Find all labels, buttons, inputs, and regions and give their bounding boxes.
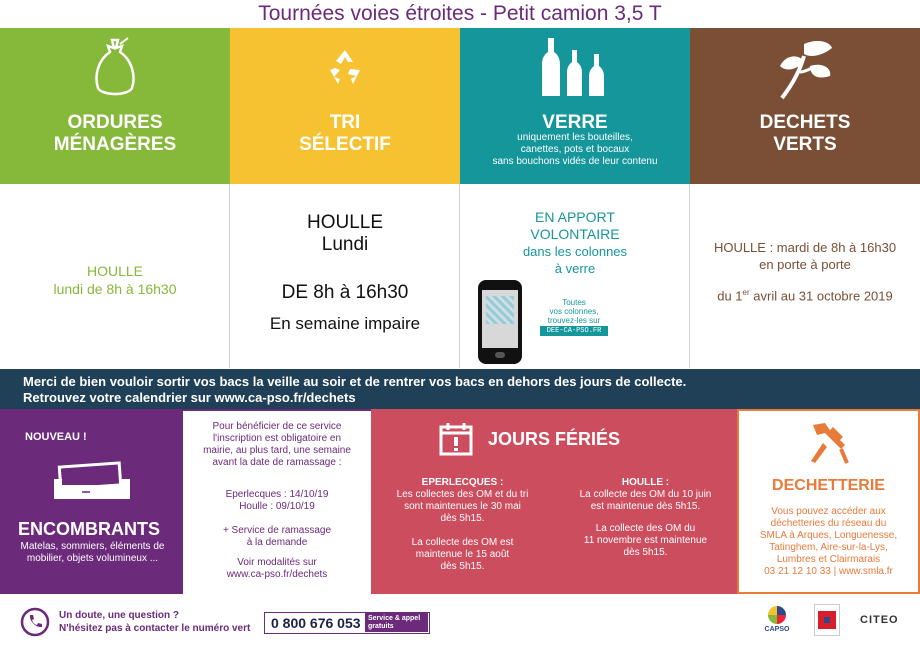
- dv-period-a: du 1: [717, 288, 743, 304]
- bottles-icon: [540, 36, 610, 98]
- tri-city: HOULLE: [306, 212, 384, 233]
- question-line2: N'hésitez pas à contacter le numéro vert: [59, 623, 251, 634]
- houlle-head: HOULLE :: [621, 477, 670, 488]
- om-city: HOULLE: [86, 263, 144, 279]
- header-title-line2: MÉNAGÈRES: [53, 134, 177, 155]
- verre-line3: dans les colonnes: [522, 244, 628, 259]
- sofa-icon: [52, 459, 132, 505]
- header-title-line1: ORDURES: [67, 112, 163, 133]
- info-3: mairie, au plus tard, une semaine: [203, 445, 351, 456]
- phone-screen: [482, 290, 518, 348]
- encombrants-info: [183, 409, 371, 594]
- smla-logo: [814, 604, 840, 636]
- banner-line1: Merci de bien vouloir sortir vos bacs la veille au soir et de rentrer vos bacs en dehors des jours de collecte.: [23, 374, 687, 389]
- verre-line1: EN APPORT: [535, 209, 615, 225]
- encombrants-sub1: Matelas, sommiers, éléments de: [20, 541, 165, 552]
- phone-text-1: Toutes: [562, 298, 586, 307]
- link-1: Voir modalités sur: [237, 557, 317, 568]
- phone-call-icon: [20, 607, 50, 637]
- eperlecques-2b: maintenue le 15 août: [415, 549, 510, 560]
- eperlecques-1c: dès 5h15.: [440, 513, 485, 524]
- encombrants-title: ENCOMBRANTS: [18, 519, 160, 539]
- info-4: avant la date de ramassage :: [212, 457, 342, 468]
- header-verre: [460, 28, 690, 184]
- houlle-2b: 11 novembre est maintenue: [583, 535, 708, 546]
- tri-week: En semaine impaire: [269, 314, 421, 333]
- free-call-tag: [365, 613, 428, 632]
- om-time: lundi de 8h à 16h30: [53, 281, 177, 297]
- dech-text-2: déchetteries du réseau du: [770, 518, 887, 529]
- bag-icon: [92, 36, 138, 98]
- dv-schedule: [690, 184, 920, 368]
- tools-icon: [805, 419, 853, 467]
- dv-period: [690, 288, 920, 303]
- header-title-line1: TRI: [329, 112, 361, 133]
- capso-logo-mark: [768, 606, 786, 624]
- tri-time: DE 8h à 16h30: [281, 282, 409, 303]
- header-ordures-menageres: [0, 28, 230, 184]
- citeo-logo: CITEO: [860, 614, 899, 626]
- capso-logo: [764, 604, 790, 634]
- banner-line2: Retrouvez votre calendrier sur www.ca-pso.fr/dechets: [23, 390, 356, 405]
- service-2: à la demande: [246, 537, 308, 548]
- footer: [0, 594, 920, 651]
- tri-day: Lundi: [321, 234, 369, 255]
- service-1: + Service de ramassage: [222, 525, 332, 536]
- new-badge: NOUVEAU !: [25, 431, 87, 443]
- phone-url[interactable]: DEE-CA-PSO.FR: [540, 326, 608, 336]
- phone-number-box[interactable]: [264, 612, 430, 634]
- date-houlle: Houlle : 09/10/19: [239, 501, 315, 512]
- header-sub-2: canettes, pots et bocaux: [520, 144, 630, 155]
- dech-text-3: SMLA à Arques, Longuenesse,: [759, 530, 898, 541]
- dech-text-5: Lumbres et Clairmarais: [776, 554, 881, 565]
- date-eperlecques: Eperlecques : 14/10/19: [225, 489, 329, 500]
- header-sub-1: uniquement les bouteilles,: [517, 132, 633, 143]
- tri-schedule: [230, 184, 460, 368]
- tag-line1: Service & appel: [368, 615, 421, 622]
- header-title: VERRE: [542, 112, 608, 133]
- header-title-line2: SÉLECTIF: [299, 134, 391, 155]
- feries-title: JOURS FÉRIÉS: [488, 429, 621, 449]
- jours-feries-panel: [371, 409, 737, 594]
- verre-line4: à verre: [554, 261, 596, 276]
- encombrants-panel: [0, 409, 183, 594]
- dech-text-1: Vous pouvez accéder aux: [771, 506, 886, 517]
- decheterie-title: DECHETTERIE: [772, 477, 885, 494]
- dv-period-b: avril au 31 octobre 2019: [749, 288, 893, 304]
- calendar-icon: [438, 421, 474, 457]
- verre-line2: VOLONTAIRE: [530, 226, 620, 242]
- dv-line2: en porte à porte: [759, 257, 851, 272]
- houlle-2a: La collecte des OM du: [595, 523, 696, 534]
- capso-logo-text: CAPSO: [764, 626, 790, 633]
- link-url[interactable]: www.ca-pso.fr/dechets: [226, 569, 328, 580]
- dech-text-4: Tatinghem, Aire-sur-la-Lys,: [769, 542, 888, 553]
- dv-period-sup: er: [742, 288, 750, 297]
- houlle-1a: La collecte des OM du 10 juin: [579, 489, 712, 500]
- decheterie-panel: [737, 409, 920, 594]
- phone-button: [495, 352, 505, 358]
- phone-text-2: vos colonnes,: [549, 307, 599, 316]
- eperlecques-1b: sont maintenues le 30 mai: [404, 501, 521, 512]
- phone-text-3: trouvez-les sur: [547, 316, 601, 325]
- phone-icon: [478, 280, 522, 364]
- houlle-2c: dès 5h15.: [623, 547, 668, 558]
- eperlecques-2a: La collecte des OM est: [411, 537, 514, 548]
- dech-text-6[interactable]: 03 21 12 10 33 | www.smla.fr: [764, 566, 893, 577]
- tag-line2: gratuits: [368, 623, 394, 630]
- leaf-icon: [774, 36, 836, 102]
- header-dechets-verts: [690, 28, 920, 184]
- info-banner: [0, 369, 920, 409]
- encombrants-sub2: mobilier, objets volumineux ...: [26, 553, 159, 564]
- smla-logo-inner: [824, 617, 830, 623]
- verre-schedule: [460, 184, 690, 368]
- om-schedule: [0, 184, 230, 368]
- qr-code-icon: [486, 296, 514, 324]
- question-line1: Un doute, une question ?: [59, 610, 179, 621]
- header-tri-selectif: [230, 28, 460, 184]
- recycle-icon: [322, 46, 368, 90]
- info-2: l'inscription est obligatoire en: [212, 433, 342, 444]
- header-title-line1: DECHETS: [759, 112, 851, 133]
- info-1: Pour bénéficier de ce service: [212, 421, 342, 432]
- eperlecques-2c: dès 5h15.: [440, 561, 485, 572]
- header-title-line2: VERTS: [773, 134, 837, 155]
- header-sub-3: sans bouchons vidés de leur contenu: [492, 156, 658, 167]
- eperlecques-1a: Les collectes des OM et du tri: [396, 489, 529, 500]
- dv-line1: HOULLE : mardi de 8h à 16h30: [713, 240, 897, 255]
- page-title: Tournées voies étroites - Petit camion 3,5 T: [258, 2, 662, 25]
- eperlecques-head: EPERLECQUES :: [421, 477, 504, 488]
- houlle-1b: est maintenue dès 5h15.: [590, 501, 701, 512]
- phone-number[interactable]: 0 800 676 053: [271, 615, 361, 631]
